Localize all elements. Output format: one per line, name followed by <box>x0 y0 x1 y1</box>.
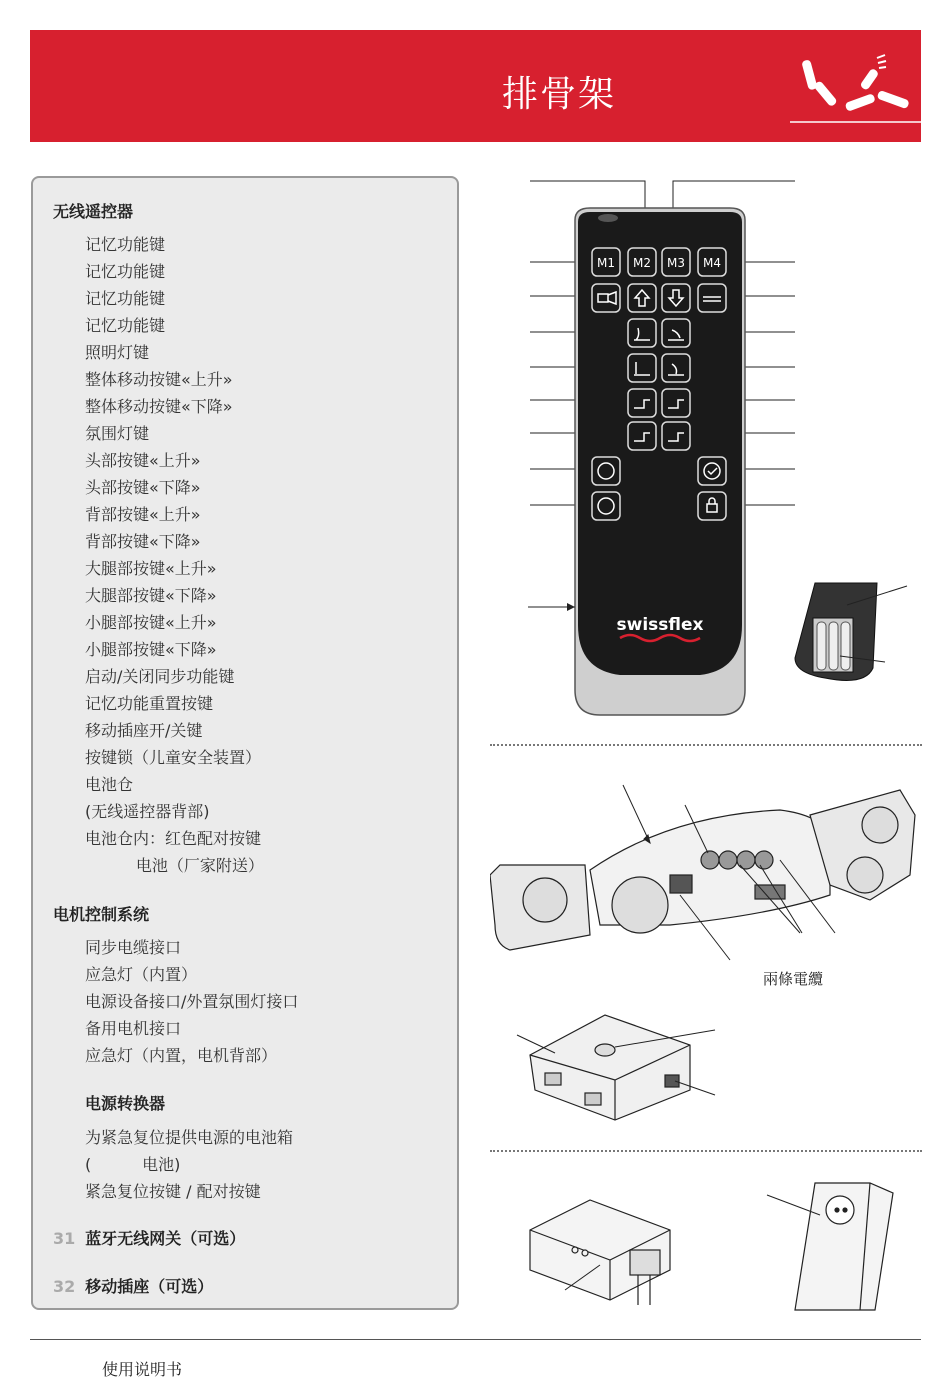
list-item: 大腿部按键«上升» <box>85 559 217 578</box>
key-m1-label: M1 <box>597 256 615 270</box>
motor-caption: 兩條電纜 <box>763 970 824 988</box>
section-divider <box>490 1150 922 1152</box>
key-m4-label: M4 <box>703 256 721 270</box>
list-item: 启动/关闭同步功能键 <box>85 667 235 686</box>
list-item: 头部按键«下降» <box>85 478 201 497</box>
power-converter-illustration <box>515 1005 725 1125</box>
item-number: 32 <box>53 1277 76 1296</box>
remote-heading: 无线遥控器 <box>53 202 134 221</box>
power-heading: 电源转换器 <box>85 1094 166 1113</box>
battery-compartment-illustration <box>785 578 915 693</box>
list-item: 记忆功能重置按键 <box>85 694 214 713</box>
gateway-heading <box>53 1226 245 1249</box>
list-item: (无线遥控器背部) <box>85 802 210 821</box>
list-item: 电池仓 <box>85 775 134 794</box>
gateway-label: 蓝牙无线网关（可选） <box>85 1229 246 1248</box>
motor-control-illustration <box>490 775 920 965</box>
list-item: ( 电池) <box>85 1155 181 1174</box>
remote-control-illustration <box>520 170 810 730</box>
list-item: 记忆功能键 <box>85 235 166 254</box>
list-item: 整体移动按键«下降» <box>85 397 233 416</box>
motor-heading: 电机控制系统 <box>53 905 150 924</box>
list-item: 记忆功能键 <box>85 262 166 281</box>
list-item: 小腿部按键«上升» <box>85 613 217 632</box>
list-item: 为紧急复位提供电源的电池箱 <box>85 1128 294 1147</box>
key-m2-label: M2 <box>633 256 651 270</box>
list-item: 背部按键«上升» <box>85 505 201 524</box>
list-item: 记忆功能键 <box>85 316 166 335</box>
list-item: 整体移动按键«上升» <box>85 370 233 389</box>
list-item: 按键锁（儿童安全装置） <box>85 748 262 767</box>
list-item: 照明灯键 <box>85 343 150 362</box>
list-item: 移动插座开/关键 <box>85 721 203 740</box>
key-m3-label: M3 <box>667 256 685 270</box>
list-item: 电池（厂家附送） <box>85 856 264 875</box>
list-item: 大腿部按键«下降» <box>85 586 217 605</box>
list-item: 电源设备接口/外置氛围灯接口 <box>85 992 299 1011</box>
item-number: 31 <box>53 1229 76 1248</box>
list-item: 同步电缆接口 <box>85 938 182 957</box>
page-title: 排骨架 <box>502 74 617 115</box>
list-item: 应急灯（内置） <box>85 965 198 984</box>
socket-label: 移动插座（可选） <box>85 1277 214 1296</box>
footer-doc-title: 使用说明书 <box>102 1360 183 1379</box>
list-item: 紧急复位按键 / 配对按键 <box>85 1182 261 1201</box>
list-item: 氛围灯键 <box>85 424 150 443</box>
mobile-socket-illustration <box>765 1175 900 1315</box>
list-item: 背部按键«下降» <box>85 532 201 551</box>
brand-logo-text: swissflex <box>616 615 704 635</box>
bluetooth-gateway-illustration <box>520 1190 680 1310</box>
list-item: 头部按键«上升» <box>85 451 201 470</box>
footer-divider <box>30 1339 921 1340</box>
header-banner <box>30 30 921 142</box>
section-divider <box>490 744 922 746</box>
list-item: 小腿部按键«下降» <box>85 640 217 659</box>
list-item: 电池仓内：红色配对按键 <box>85 829 262 848</box>
list-item: 备用电机接口 <box>85 1019 182 1038</box>
bed-frame-logo-icon <box>785 50 925 125</box>
list-item: 应急灯（内置，电机背部） <box>85 1046 278 1065</box>
socket-heading <box>53 1274 213 1297</box>
list-item: 记忆功能键 <box>85 289 166 308</box>
